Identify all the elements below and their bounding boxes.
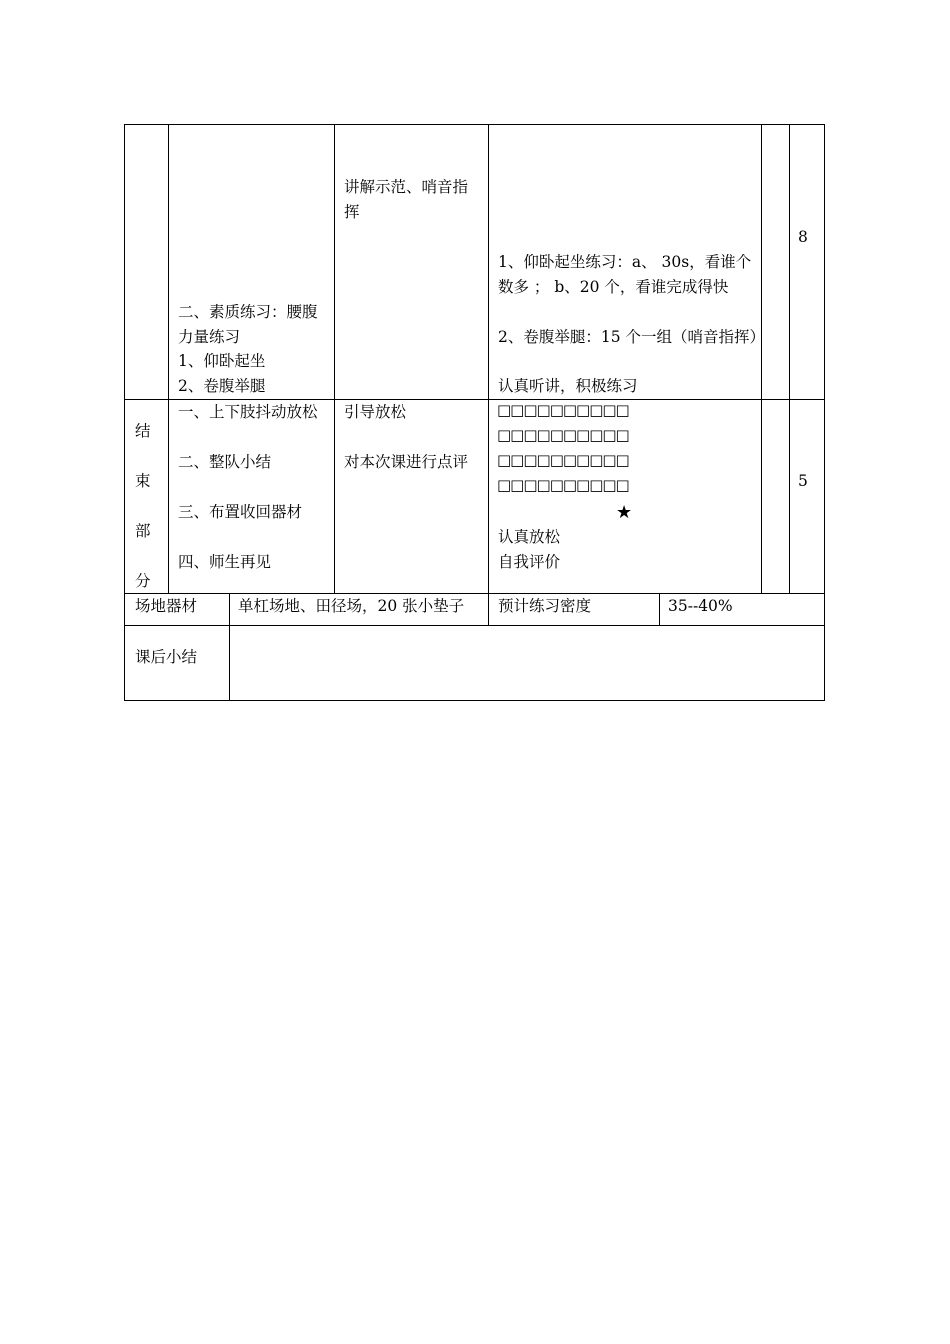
formation-row: □□□□□□□□□□ [497, 476, 629, 494]
col-divider-part [168, 124, 169, 593]
part-label-char: 束 [135, 472, 151, 490]
content-practice-item1: 1、仰卧起坐 [178, 352, 266, 370]
density-label: 预计练习密度 [498, 597, 592, 615]
part-label-char: 结 [135, 422, 151, 440]
teacher-end-item: 对本次课进行点评 [344, 453, 469, 471]
student-end-item: 自我评价 [498, 553, 561, 571]
equipment-label: 场地器材 [135, 597, 198, 615]
teacher-method-line1: 讲解示范、哨音指 [344, 178, 469, 196]
equipment-col-divider-3 [659, 593, 660, 626]
student-practice-line2: 数多 ； b、20 个，看谁完成得快 [498, 278, 729, 296]
table-border-right [824, 124, 825, 701]
table-border-top [124, 124, 825, 125]
density-value: 35--40% [668, 597, 733, 615]
content-end-item: 二、整队小结 [178, 453, 272, 471]
formation-row: □□□□□□□□□□ [497, 451, 629, 469]
col-divider-student [761, 124, 762, 593]
equipment-value: 单杠场地、田径场，20 张小垫子 [238, 597, 465, 615]
teacher-position-star: ★ [616, 502, 633, 523]
content-practice-item2: 2、卷腹举腿 [178, 377, 266, 395]
student-practice-line1: 1、仰卧起坐练习：a、 30s，看谁个 [498, 253, 752, 271]
summary-label: 课后小结 [135, 648, 198, 666]
table-border-left [124, 124, 125, 701]
student-practice-line4: 认真听讲，积极练习 [498, 377, 638, 395]
part-label-char: 部 [135, 522, 151, 540]
formation-row: □□□□□□□□□□ [497, 401, 629, 419]
content-end-item: 一、上下肢抖动放松 [178, 403, 318, 421]
formation-row: □□□□□□□□□□ [497, 426, 629, 444]
equipment-col-divider-2 [488, 593, 489, 626]
content-practice-line1: 二、素质练习：腰腹 [178, 303, 318, 321]
time-practice: 8 [798, 228, 808, 246]
time-end: 5 [798, 472, 808, 490]
student-practice-line3: 2、卷腹举腿：15 个一组（哨音指挥） [498, 328, 766, 346]
content-end-item: 四、师生再见 [178, 553, 272, 571]
part-label-char: 分 [135, 572, 151, 590]
teacher-end-item: 引导放松 [344, 403, 407, 421]
col-divider-count [789, 124, 790, 593]
col-divider-teacher [488, 124, 489, 593]
equipment-col-divider-1 [229, 593, 230, 701]
col-divider-content [334, 124, 335, 593]
teacher-method-line2: 挥 [344, 203, 360, 221]
content-practice-line2: 力量练习 [178, 328, 241, 346]
content-end-item: 三、布置收回器材 [178, 503, 303, 521]
student-end-item: 认真放松 [498, 528, 561, 546]
